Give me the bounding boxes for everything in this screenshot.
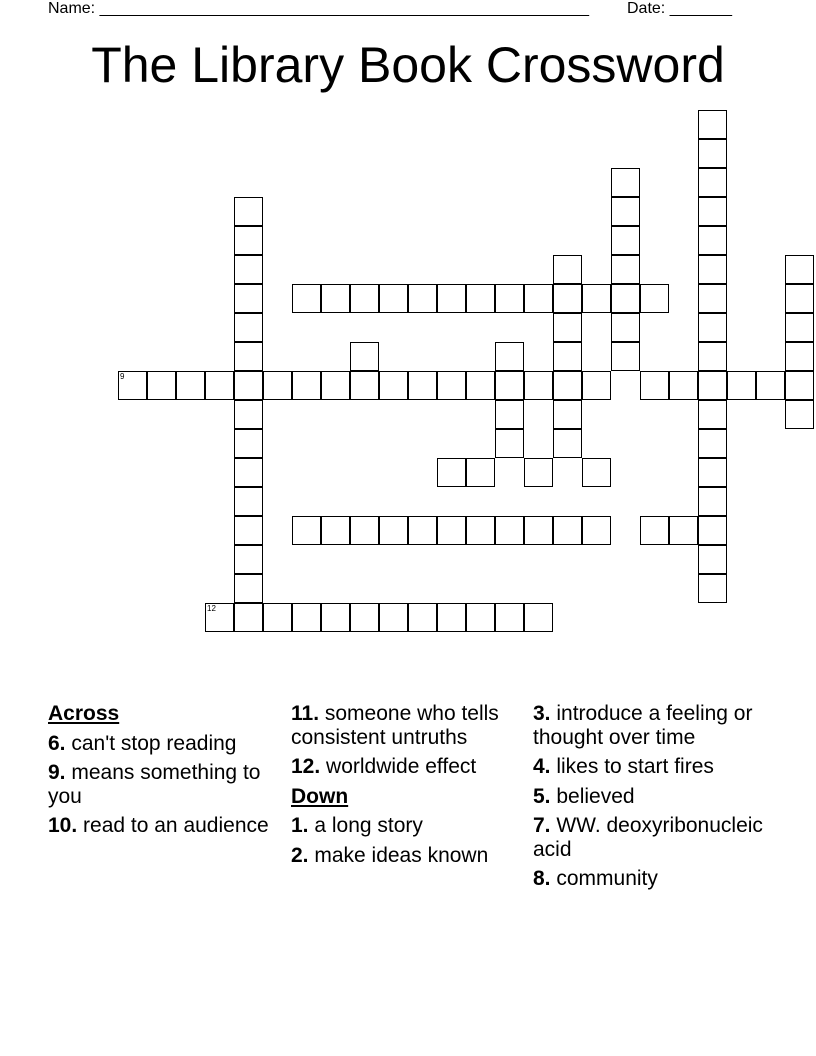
grid-cell[interactable] (466, 603, 495, 632)
grid-cell[interactable] (582, 458, 611, 487)
grid-cell[interactable] (698, 574, 727, 603)
grid-cell[interactable] (698, 429, 727, 458)
grid-cell[interactable] (466, 458, 495, 487)
clue-down-2 (291, 844, 526, 868)
grid-cell[interactable] (698, 110, 727, 139)
grid-cell[interactable] (698, 516, 727, 545)
grid-cell[interactable] (350, 371, 379, 400)
grid-cell[interactable] (263, 371, 292, 400)
clue-text: read to an audience (77, 814, 269, 837)
grid-cell[interactable] (611, 284, 640, 313)
grid-cell[interactable] (698, 168, 727, 197)
grid-cell[interactable] (234, 487, 263, 516)
clue-across-9 (48, 761, 283, 808)
grid-cell[interactable] (553, 313, 582, 342)
grid-cell[interactable] (292, 371, 321, 400)
clue-number: 1. (291, 814, 309, 837)
grid-cell[interactable] (234, 313, 263, 342)
grid-cell[interactable] (785, 342, 814, 371)
grid-cell[interactable] (698, 313, 727, 342)
grid-cell[interactable] (234, 458, 263, 487)
grid-cell[interactable] (698, 458, 727, 487)
grid-cell[interactable] (698, 487, 727, 516)
grid-cell[interactable] (495, 371, 524, 400)
grid-cell[interactable] (698, 255, 727, 284)
grid-cell[interactable] (698, 371, 727, 400)
grid-cell[interactable] (408, 284, 437, 313)
grid-cell[interactable] (785, 313, 814, 342)
grid-cell[interactable] (553, 284, 582, 313)
clue-across-6 (48, 732, 283, 756)
grid-cell[interactable] (466, 516, 495, 545)
grid-cell[interactable] (698, 545, 727, 574)
grid-cell[interactable] (234, 574, 263, 603)
clue-text: likes to start fires (550, 755, 714, 778)
page-title: The Library Book Crossword (91, 37, 725, 93)
grid-cell[interactable] (698, 342, 727, 371)
grid-cell[interactable] (553, 371, 582, 400)
grid-cell[interactable] (582, 516, 611, 545)
grid-cell[interactable] (408, 603, 437, 632)
down-heading: Down (291, 784, 349, 808)
clue-number-label: 12 (207, 604, 216, 613)
grid-cell[interactable] (727, 371, 756, 400)
clue-number: 10. (48, 814, 78, 837)
grid-cell[interactable] (437, 516, 466, 545)
across-heading: Across (48, 702, 120, 725)
grid-cell[interactable] (350, 516, 379, 545)
grid-cell[interactable] (321, 284, 350, 313)
clue-number: 7. (533, 814, 551, 837)
grid-cell[interactable] (379, 284, 408, 313)
clue-down-8 (533, 867, 783, 891)
grid-cell[interactable] (611, 226, 640, 255)
grid-cell[interactable] (640, 516, 669, 545)
grid-cell[interactable] (640, 371, 669, 400)
grid-cell[interactable] (611, 168, 640, 197)
grid-cell[interactable] (205, 371, 234, 400)
grid-cell[interactable] (669, 516, 698, 545)
grid-cell[interactable] (785, 255, 814, 284)
clue-text: believed (550, 784, 635, 808)
grid-cell[interactable] (292, 284, 321, 313)
grid-cell[interactable] (437, 284, 466, 313)
grid-cell[interactable] (234, 400, 263, 429)
grid-cell[interactable] (553, 342, 582, 371)
grid-cell[interactable] (234, 516, 263, 545)
grid-cell[interactable] (495, 429, 524, 458)
grid-cell[interactable] (234, 226, 263, 255)
grid-cell[interactable] (379, 516, 408, 545)
grid-cell[interactable] (292, 516, 321, 545)
grid-cell[interactable] (350, 284, 379, 313)
grid-cell[interactable] (698, 139, 727, 168)
grid-cell[interactable] (234, 371, 263, 400)
grid-cell[interactable] (350, 342, 379, 371)
grid-cell[interactable] (263, 603, 292, 632)
grid-cell[interactable] (495, 603, 524, 632)
grid-cell[interactable] (582, 284, 611, 313)
grid-cell[interactable] (495, 342, 524, 371)
grid-cell[interactable] (147, 371, 176, 400)
grid-cell[interactable] (234, 603, 263, 632)
clue-across-12 (291, 755, 526, 779)
clue-number: 12. (291, 755, 321, 778)
clue-text: can't stop reading (65, 731, 237, 755)
clue-text: introduce a feeling or thought over time (533, 702, 753, 749)
clue-text: someone who tells consistent untruths (291, 702, 499, 749)
grid-cell[interactable] (176, 371, 205, 400)
clues-column-1 (48, 702, 283, 844)
grid-cell[interactable] (669, 371, 698, 400)
grid-cell[interactable] (321, 516, 350, 545)
grid-cell[interactable] (234, 342, 263, 371)
grid-cell[interactable] (524, 371, 553, 400)
clues-column-2 (291, 702, 526, 873)
clue-down-3 (533, 702, 783, 749)
clue-across-10 (48, 814, 283, 838)
grid-cell[interactable] (698, 226, 727, 255)
grid-cell[interactable] (437, 603, 466, 632)
grid-cell[interactable] (698, 197, 727, 226)
grid-cell[interactable] (234, 255, 263, 284)
clue-text: worldwide effect (320, 755, 477, 778)
name-field-label: Name: _______________________________________________________ (48, 0, 589, 17)
grid-cell[interactable] (495, 284, 524, 313)
grid-cell[interactable] (466, 371, 495, 400)
grid-cell[interactable] (437, 458, 466, 487)
grid-cell[interactable] (582, 371, 611, 400)
grid-cell[interactable] (553, 400, 582, 429)
clue-number: 3. (533, 702, 551, 725)
grid-cell[interactable] (785, 371, 814, 400)
grid-cell[interactable] (495, 516, 524, 545)
clue-text: means something to you (48, 761, 261, 808)
grid-cell[interactable] (524, 603, 553, 632)
clue-down-4 (533, 755, 783, 779)
grid-cell[interactable] (698, 284, 727, 313)
grid-cell[interactable] (640, 284, 669, 313)
grid-cell[interactable] (553, 429, 582, 458)
clue-text: make ideas known (308, 843, 489, 867)
grid-cell[interactable] (292, 603, 321, 632)
grid-cell[interactable] (611, 255, 640, 284)
clue-text: community (550, 867, 658, 890)
grid-cell[interactable] (785, 400, 814, 429)
grid-cell[interactable] (466, 284, 495, 313)
grid-cell[interactable] (234, 197, 263, 226)
grid-cell[interactable] (234, 284, 263, 313)
grid-cell[interactable] (495, 400, 524, 429)
clue-down-7 (533, 814, 783, 861)
clue-number: 5. (533, 784, 551, 808)
clue-text: WW. deoxyribonucleic acid (533, 814, 763, 861)
clue-number: 6. (48, 731, 66, 755)
grid-cell[interactable] (756, 371, 785, 400)
grid-cell[interactable] (118, 371, 147, 400)
clue-text: a long story (308, 814, 423, 837)
grid-cell[interactable] (350, 603, 379, 632)
grid-cell[interactable] (611, 313, 640, 342)
clues-column-3 (533, 702, 783, 897)
grid-cell[interactable] (379, 603, 408, 632)
clue-number: 8. (533, 867, 551, 890)
grid-cell[interactable] (611, 197, 640, 226)
clue-number-label: 9 (120, 372, 125, 381)
grid-cell[interactable] (524, 284, 553, 313)
grid-cell[interactable] (553, 516, 582, 545)
clue-across-11 (291, 702, 526, 749)
grid-cell[interactable] (379, 371, 408, 400)
clue-down-5 (533, 785, 783, 809)
grid-cell[interactable] (234, 545, 263, 574)
grid-cell[interactable] (524, 458, 553, 487)
clue-number: 9. (48, 761, 66, 784)
clue-down-1 (291, 814, 526, 838)
clue-number: 2. (291, 843, 309, 867)
grid-cell[interactable] (524, 516, 553, 545)
date-field-label: Date: _______ (627, 0, 732, 17)
grid-cell[interactable] (437, 371, 466, 400)
grid-cell[interactable] (785, 284, 814, 313)
grid-cell[interactable] (321, 371, 350, 400)
grid-cell[interactable] (408, 516, 437, 545)
clue-number: 11. (291, 702, 320, 725)
grid-cell[interactable] (408, 371, 437, 400)
grid-cell[interactable] (321, 603, 350, 632)
grid-cell[interactable] (553, 255, 582, 284)
grid-cell[interactable] (698, 400, 727, 429)
grid-cell[interactable] (205, 603, 234, 632)
grid-cell[interactable] (611, 342, 640, 371)
clue-number: 4. (533, 755, 551, 778)
grid-cell[interactable] (234, 429, 263, 458)
